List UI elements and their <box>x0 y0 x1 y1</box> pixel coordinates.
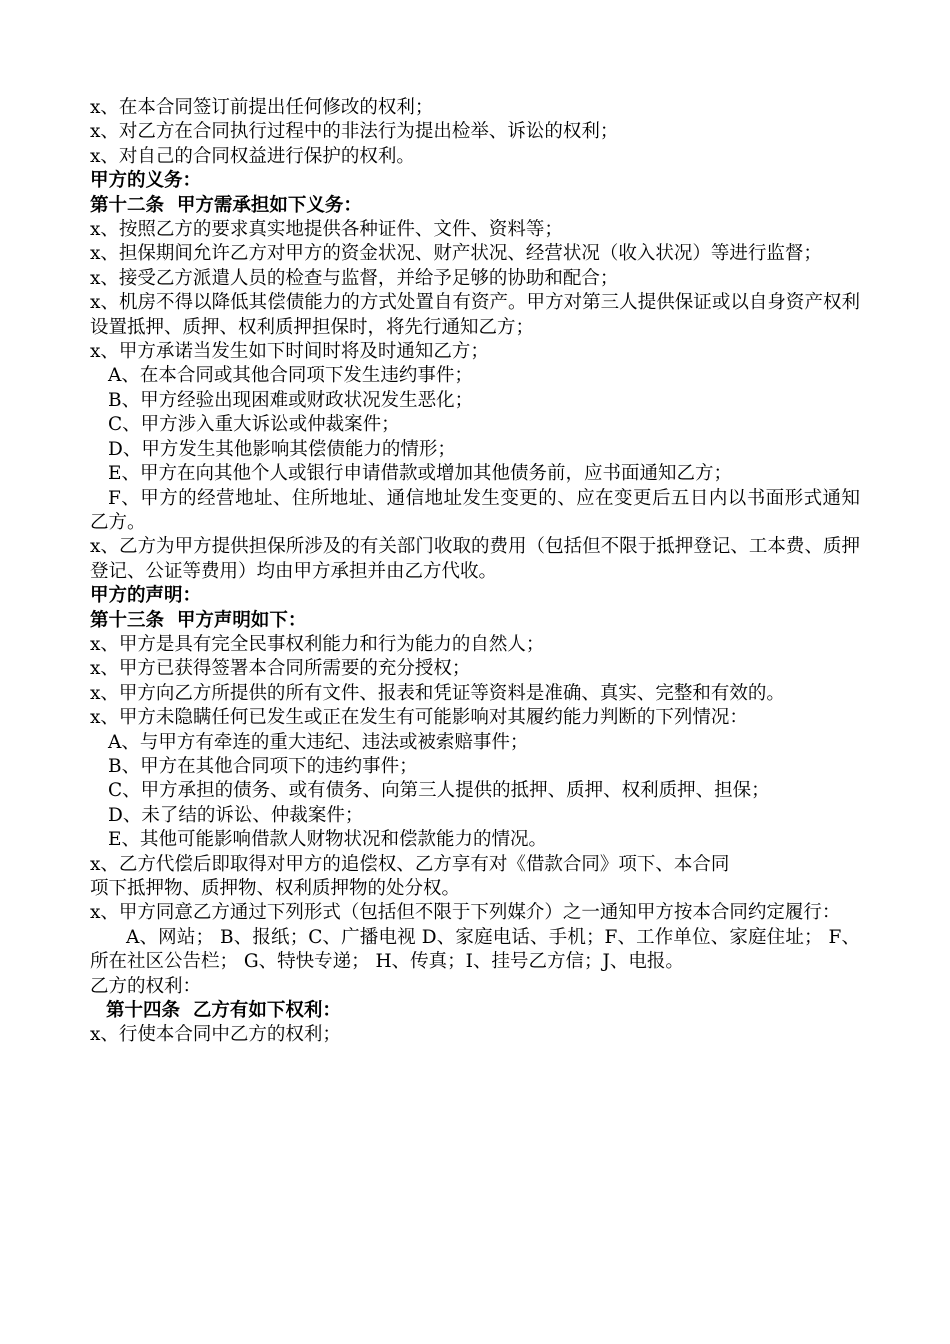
doc-line: x、担保期间允许乙方对甲方的资金状况、财产状况、经营状况（收入状况）等进行监督； <box>90 243 822 265</box>
doc-line: x、乙方为甲方提供担保所涉及的有关部门收取的费用（包括但不限于抵押登记、工本费、质押登记、公证等费用）均由甲方承担并由乙方代收。 <box>90 536 860 582</box>
sub-item: F、甲方的经营地址、住所地址、通信地址发生变更的、应在变更后五日内以书面形式通知乙方。 <box>90 487 860 533</box>
doc-line: x、甲方已获得签署本合同所需要的充分授权； <box>90 658 471 680</box>
sub-item: C、甲方涉入重大诉讼或仲裁案件； <box>108 414 400 436</box>
article-heading: 第十四条 乙方有如下权利： <box>106 1000 341 1022</box>
doc-line: x、甲方同意乙方通过下列形式（包括但不限于下列媒介）之一通知甲方按本合同约定履行： <box>90 902 841 924</box>
sub-item: B、甲方在其他合同项下的违约事件； <box>108 755 418 777</box>
doc-line: x、按照乙方的要求真实地提供各种证件、文件、资料等； <box>90 219 563 241</box>
doc-line: x、甲方未隐瞒任何已发生或正在发生有可能影响对其履约能力判断的下列情况： <box>90 707 748 729</box>
sub-item: B、甲方经验出现困难或财政状况发生恶化； <box>108 389 474 411</box>
article-heading: 第十三条 甲方声明如下： <box>90 609 307 631</box>
sub-item: D、未了结的诉讼、仲裁案件； <box>108 804 364 826</box>
doc-line: x、甲方是具有完全民事权利能力和行为能力的自然人； <box>90 633 545 655</box>
sub-item: E、甲方在向其他个人或银行申请借款或增加其他债务前，应书面通知乙方； <box>108 463 733 485</box>
doc-line: x、机房不得以降低其偿债能力的方式处置自有资产。甲方对第三人提供保证或以自身资产权利设置抵押、质押、权利质押担保时，将先行通知乙方； <box>90 292 860 338</box>
doc-line: 项下抵押物、质押物、权利质押物的处分权。 <box>90 878 461 899</box>
sub-item: D、甲方发生其他影响其偿债能力的情形； <box>108 438 456 460</box>
doc-line: x、甲方向乙方所提供的所有文件、报表和凭证等资料是准确、真实、完整和有效的。 <box>90 682 785 704</box>
doc-line: x、乙方代偿后即取得对甲方的追偿权、乙方享有对《借款合同》项下、本合同 <box>90 853 730 875</box>
media-list: A、网站； B、报纸；C、广播电视 D、家庭电话、手机；F、工作单位、家庭住址； F、所在社区公告栏； G、特快专递； H、传真；I、挂号乙方信；J、电报。 <box>90 926 860 973</box>
section-heading: 乙方的权利： <box>90 975 202 997</box>
doc-line: x、接受乙方派遣人员的检查与监督，并给予足够的协助和配合； <box>90 267 619 289</box>
section-heading: 甲方的义务： <box>90 170 202 192</box>
doc-line: x、在本合同签订前提出任何修改的权利； <box>90 97 434 118</box>
sub-item: A、与甲方有牵连的重大违纪、违法或被索赔事件； <box>108 731 529 753</box>
doc-line: x、对自己的合同权益进行保护的权利。 <box>90 145 415 167</box>
sub-item: E、其他可能影响借款人财物状况和偿款能力的情况。 <box>108 829 548 851</box>
section-heading: 甲方的声明： <box>90 585 202 607</box>
sub-item: A、在本合同或其他合同项下发生违约事件； <box>108 365 473 387</box>
sub-item: C、甲方承担的债务、或有债务、向第三人提供的抵押、质押、权利质押、担保； <box>108 780 770 802</box>
document-page <box>90 96 860 1048</box>
doc-line: x、行使本合同中乙方的权利； <box>90 1024 341 1046</box>
doc-line: x、甲方承诺当发生如下时间时将及时通知乙方； <box>90 341 489 363</box>
article-heading: 第十二条 甲方需承担如下义务： <box>90 194 362 216</box>
doc-line: x、对乙方在合同执行过程中的非法行为提出检举、诉讼的权利； <box>90 121 619 143</box>
